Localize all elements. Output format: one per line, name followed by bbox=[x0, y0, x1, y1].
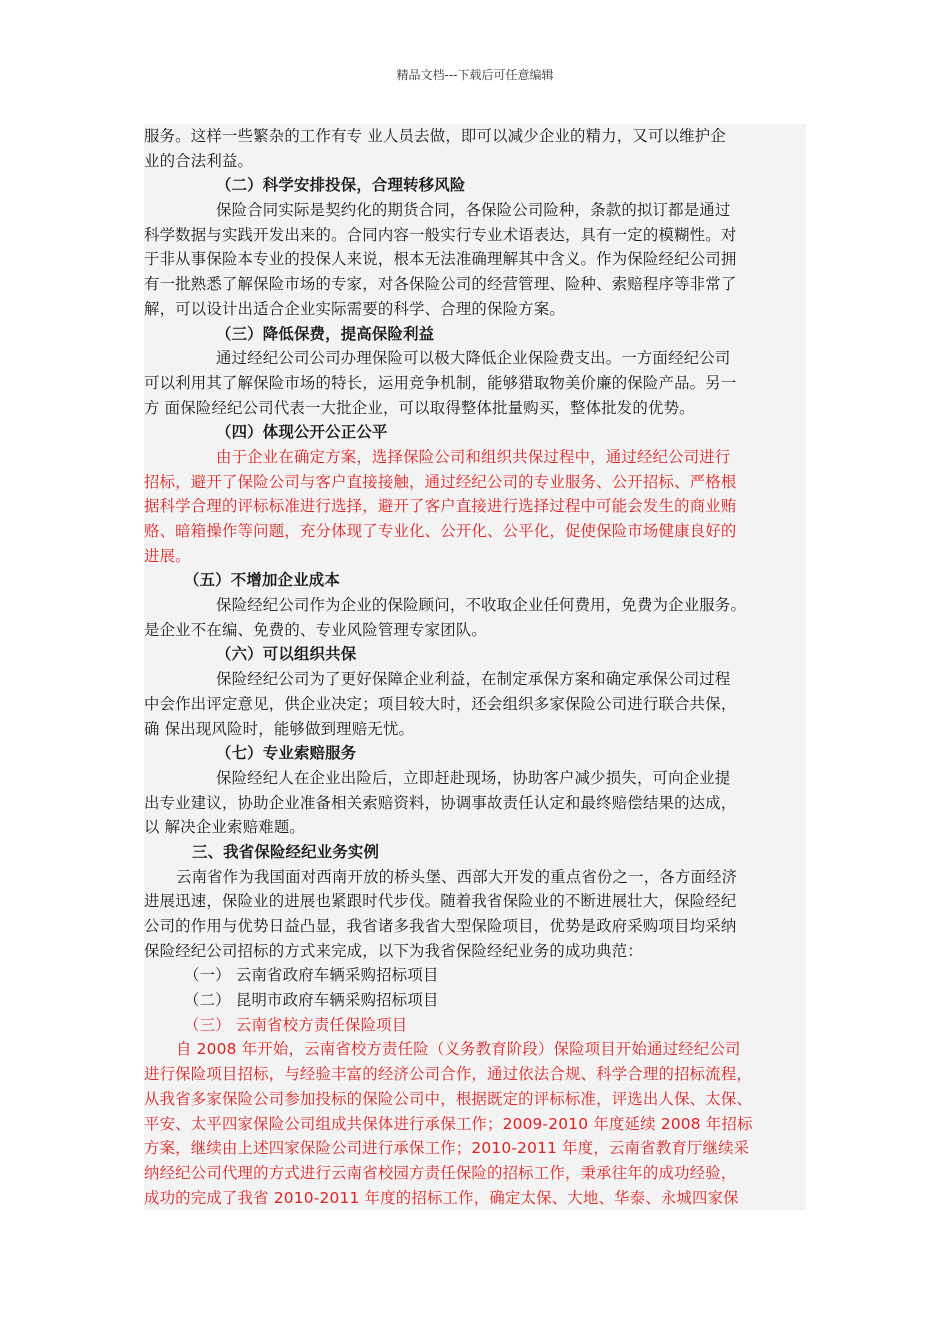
paragraph-line: 纳经纪公司代理的方式进行云南省校园方责任保险的招标工作，秉承往年的成功经验， bbox=[144, 1163, 737, 1182]
section-heading: （二）科学安排投保，合理转移风险 bbox=[216, 176, 466, 195]
paragraph-line: （一） 云南省政府车辆采购招标项目 bbox=[184, 966, 439, 985]
paragraph-line: 成功的完成了我省 2010-2011 年度的招标工作，确定太保、大地、华泰、永城四家保 bbox=[144, 1188, 739, 1207]
paragraph-line: 有一批熟悉了解保险市场的专家，对各保险公司的经营管理、险种、索赔程序等非常了 bbox=[144, 275, 737, 294]
paragraph-line: 业的合法利益。 bbox=[144, 151, 254, 170]
paragraph-line: 是企业不在编、免费的、专业风险管理专家团队。 bbox=[144, 620, 487, 639]
page-header-note: 精品文档---下载后可任意编辑 bbox=[396, 68, 554, 82]
section-heading: （五）不增加企业成本 bbox=[184, 571, 340, 590]
paragraph-line: 赂、暗箱操作等问题，充分体现了专业化、公开化、公平化，促使保险市场健康良好的 bbox=[144, 522, 737, 540]
paragraph-line: 平安、太平四家保险公司组成共保体进行承保工作；2009-2010 年度延续 2008 年招标 bbox=[144, 1114, 753, 1133]
paragraph-line: 中会作出评定意见，供企业决定；项目较大时，还会组织多家保险公司进行联合共保， bbox=[144, 694, 737, 713]
paragraph-line: 云南省作为我国面对西南开放的桥头堡、西部大开发的重点省份之一，各方面经济 bbox=[176, 867, 738, 886]
paragraph-line: 进行保险项目招标，与经验丰富的经济公司合作，通过依法合规、科学合理的招标流程， bbox=[144, 1065, 753, 1084]
paragraph-line: 方 面保险经纪公司代表一大批企业，可以取得整体批量购买，整体批发的优势。 bbox=[144, 398, 695, 417]
paragraph-line: 保险经纪公司为了更好保障企业利益，在制定承保方案和确定承保公司过程 bbox=[216, 670, 731, 689]
paragraph-line: 科学数据与实践开发出来的。合同内容一般实行专业术语表达，具有一定的模糊性。对 bbox=[144, 225, 737, 244]
paragraph-line: 公司的作用与优势日益凸显，我省诸多我省大型保险项目，优势是政府采购项目均采纳 bbox=[144, 917, 737, 935]
paragraph-line: 于非从事保险本专业的投保人来说，根本无法准确理解其中含义。作为保险经纪公司拥 bbox=[144, 250, 737, 269]
paragraph-line: 保险经纪公司作为企业的保险顾问，不收取企业任何费用，免费为企业服务。 bbox=[216, 596, 747, 615]
section-heading: （四）体现公开公正公平 bbox=[216, 423, 388, 442]
document-body bbox=[144, 124, 806, 1210]
section-heading: （六）可以组织共保 bbox=[216, 645, 357, 664]
paragraph-line: 以 解决企业索赔难题。 bbox=[144, 818, 305, 837]
paragraph-line: 招标，避开了保险公司与客户直接接触，通过经纪公司的专业服务、公开招标、严格根 bbox=[144, 472, 737, 491]
paragraph-line: （二） 昆明市政府车辆采购招标项目 bbox=[184, 991, 439, 1010]
paragraph-line: 进展迅速，保险业的进展也紧跟时代步伐。随着我省保险业的不断进展壮大，保险经纪 bbox=[144, 892, 737, 911]
paragraph-line: 保险合同实际是契约化的期货合同，各保险公司险种，条款的拟订都是通过 bbox=[216, 201, 731, 220]
paragraph-line: 进展。 bbox=[144, 546, 191, 565]
paragraph-line: 出专业建议，协助企业准备相关索赔资料，协调事故责任认定和最终赔偿结果的达成， bbox=[144, 793, 737, 812]
paragraph-line: 保险经纪人在企业出险后，立即赶赴现场，协助客户减少损失，可向企业提 bbox=[216, 768, 731, 787]
paragraph-line: 方案，继续由上述四家保险公司进行承保工作；2010-2011 年度，云南省教育厅继续采 bbox=[144, 1139, 750, 1158]
paragraph-line: 确 保出现风险时，能够做到理赔无忧。 bbox=[144, 719, 415, 738]
paragraph-line: 通过经纪公司公司办理保险可以极大降低企业保险费支出。一方面经纪公司 bbox=[216, 349, 731, 368]
paragraph-line: 保险经纪公司招标的方式来完成，以下为我省保险经纪业务的成功典范： bbox=[144, 941, 643, 960]
paragraph-line: 从我省多家保险公司参加投标的保险公司中，根据既定的评标标准，评选出人保、太保、 bbox=[144, 1089, 753, 1108]
paragraph-line: 自 2008 年开始，云南省校方责任险（义务教育阶段）保险项目开始通过经纪公司 bbox=[176, 1040, 741, 1059]
paragraph-line: 据科学合理的评标标准进行选择，避开了客户直接进行选择过程中可能会发生的商业贿 bbox=[144, 497, 737, 516]
paragraph-line: 由于企业在确定方案，选择保险公司和组织共保过程中，通过经纪公司进行 bbox=[216, 447, 731, 466]
section-heading: 三、我省保险经纪业务实例 bbox=[192, 842, 380, 861]
paragraph-line: 可以利用其了解保险市场的特长，运用竞争机制，能够猎取物美价廉的保险产品。另一 bbox=[144, 373, 737, 392]
section-heading: （三）降低保费，提高保险利益 bbox=[216, 324, 435, 343]
paragraph-line: （三） 云南省校方责任保险项目 bbox=[184, 1015, 408, 1034]
paragraph-line: 服务。这样一些繁杂的工作有专 业人员去做，即可以减少企业的精力，又可以维护企 bbox=[144, 127, 726, 145]
paragraph-line: 解，可以设计出适合企业实际需要的科学、合理的保险方案。 bbox=[144, 299, 565, 318]
section-heading: （七）专业索赔服务 bbox=[216, 744, 357, 763]
